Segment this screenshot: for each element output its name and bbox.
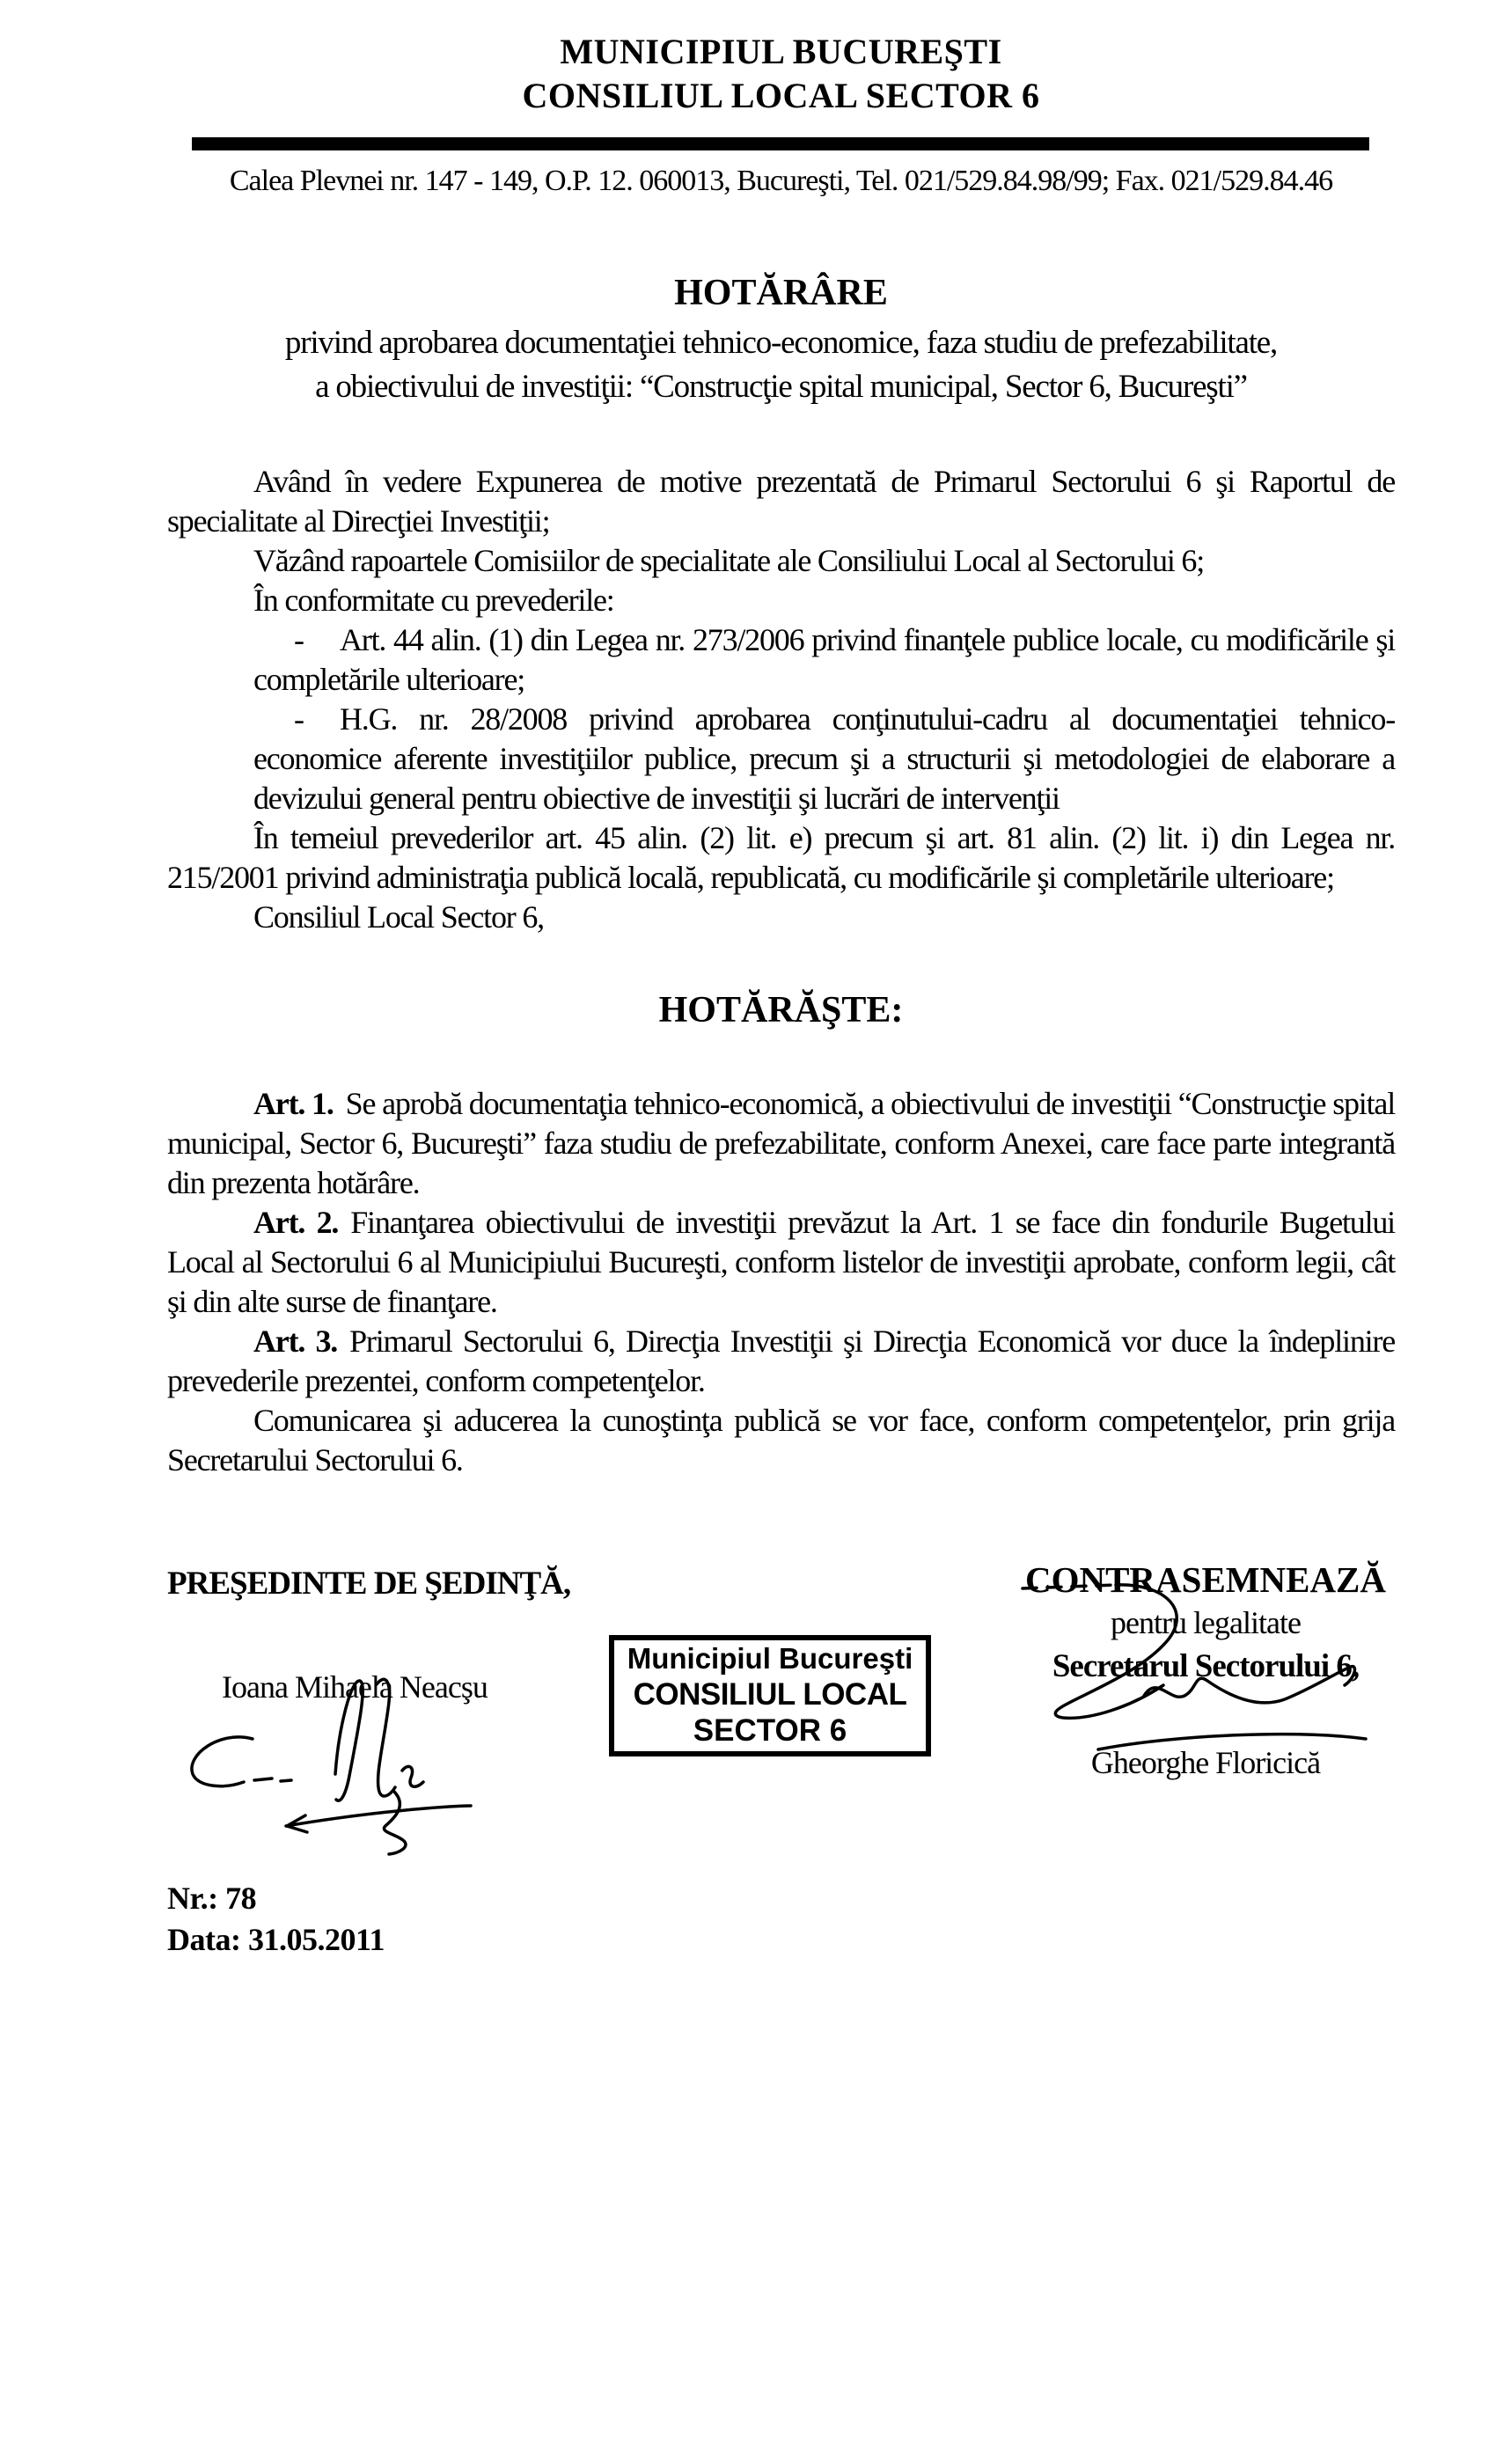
list-dash-marker: -	[294, 701, 304, 737]
article-2-label: Art. 2.	[253, 1205, 339, 1240]
secretary-signature	[1012, 1580, 1382, 1769]
article-3	[167, 1322, 1395, 1401]
document-subtitle-line2: a obiectivului de investiţii: “Construcţie spital municipal, Sector 6, Bucureşti”	[315, 369, 1247, 405]
decision-heading: HOTĂRĂŞTE:	[658, 990, 904, 1030]
closing-paragraph	[167, 1401, 1395, 1480]
stamp-line3: SECTOR 6	[693, 1713, 847, 1748]
countersign-heading: CONTRASEMNEAZĂ	[1024, 1559, 1387, 1600]
org-name-line2: CONSILIUL LOCAL SECTOR 6	[522, 76, 1040, 115]
decision-date: Data: 31.05.2011	[167, 1922, 385, 1957]
header-rule	[192, 137, 1369, 150]
document-content	[167, 0, 1395, 1480]
preamble-paragraph: Având în vedere Expunerea de motive prezentată de Primarul Sectorului 6 şi Raportul de specialitate al Direcţiei Investiţii;	[167, 464, 1395, 539]
secretary-name: Gheorghe Floricică	[1090, 1745, 1321, 1780]
preamble-paragraph: În temeiul prevederilor art. 45 alin. (2) lit. e) precum şi art. 81 alin. (2) lit. i) din Legea nr. 215/2001 privind administraţia publică locală, republicată, cu modificările şi completările ulterioare;	[167, 820, 1395, 895]
document-subtitle-line1: privind aprobarea documentaţiei tehnico-economice, faza studiu de prefezabilitate,	[284, 325, 1278, 361]
legal-reference-item	[167, 700, 1395, 818]
article-3-text: Primarul Sectorului 6, Direcţia Investiţii şi Direcţia Economică vor duce la îndeplinire prevederile prezentei, conform competenţelor.	[167, 1324, 1395, 1398]
org-address: Calea Plevnei nr. 147 - 149, O.P. 12. 060013, Bucureşti, Tel. 021/529.84.98/99; Fax. 021/529.84.46	[229, 165, 1333, 197]
article-1-label: Art. 1.	[253, 1086, 334, 1121]
preamble-paragraph: În conformitate cu prevederile:	[253, 583, 614, 618]
stamp-line2: CONSILIUL LOCAL	[633, 1677, 907, 1712]
president-signature	[172, 1672, 524, 1861]
legal-reference-text: H.G. nr. 28/2008 privind aprobarea conţinutului-cadru al documentaţiei tehnico-economice aferente investiţiilor publice, precum şi a structurii şi metodologiei de elaborare a devizului general pentru obiective de investiţii şi lucrări de intervenţii	[253, 701, 1395, 816]
org-name-line1: MUNICIPIUL BUCUREŞTI	[560, 32, 1002, 71]
article-3-label: Art. 3.	[253, 1324, 338, 1359]
list-dash-marker: -	[294, 622, 304, 657]
article-2	[167, 1203, 1395, 1322]
secretary-role-label: Secretarul Sectorului 6,	[1052, 1648, 1360, 1684]
articles-section	[167, 1084, 1395, 1480]
legal-reference-item	[167, 620, 1395, 700]
stamp-line1: Municipiul Bucureşti	[627, 1642, 913, 1675]
article-2-text: Finanţarea obiectivului de investiţii prevăzut la Art. 1 se face din fondurile Bugetului Local al Sectorului 6 al Municipiului Bucureşti, conform listelor de investiţii aprobate, conform legii, cât şi din alte surse de finanţare.	[167, 1205, 1395, 1319]
decision-number: Nr.: 78	[167, 1881, 257, 1916]
closing-paragraph-text: Comunicarea şi aducerea la cunoştinţa publică se vor face, conform competenţelor, prin grija Secretarului Sectorului 6.	[167, 1403, 1395, 1478]
article-1	[167, 1084, 1395, 1203]
president-name: Ioana Mihaela Neacşu	[222, 1669, 488, 1705]
preamble-section	[167, 462, 1395, 937]
president-role-label: PREŞEDINTE DE ŞEDINŢĂ,	[167, 1566, 571, 1602]
article-1-text: Se aprobă documentaţia tehnico-economică, a obiectivului de investiţii “Construcţie spital municipal, Sector 6, Bucureşti” faza studiu de prefezabilitate, conform Anexei, care face parte integrantă din prezenta hotărâre.	[167, 1086, 1395, 1200]
legal-reference-text: Art. 44 alin. (1) din Legea nr. 273/2006 privind finanţele publice locale, cu modificările şi completările ulterioare;	[253, 622, 1395, 697]
document-title: HOTĂRÂRE	[674, 273, 888, 313]
countersign-legality-line: pentru legalitate	[1111, 1605, 1301, 1640]
council-stamp	[609, 1635, 931, 1756]
preamble-paragraph: Consiliul Local Sector 6,	[253, 899, 544, 935]
preamble-paragraph: Văzând rapoartele Comisiilor de specialitate ale Consiliului Local al Sectorului 6;	[253, 543, 1205, 578]
footer-block	[167, 1878, 385, 1961]
